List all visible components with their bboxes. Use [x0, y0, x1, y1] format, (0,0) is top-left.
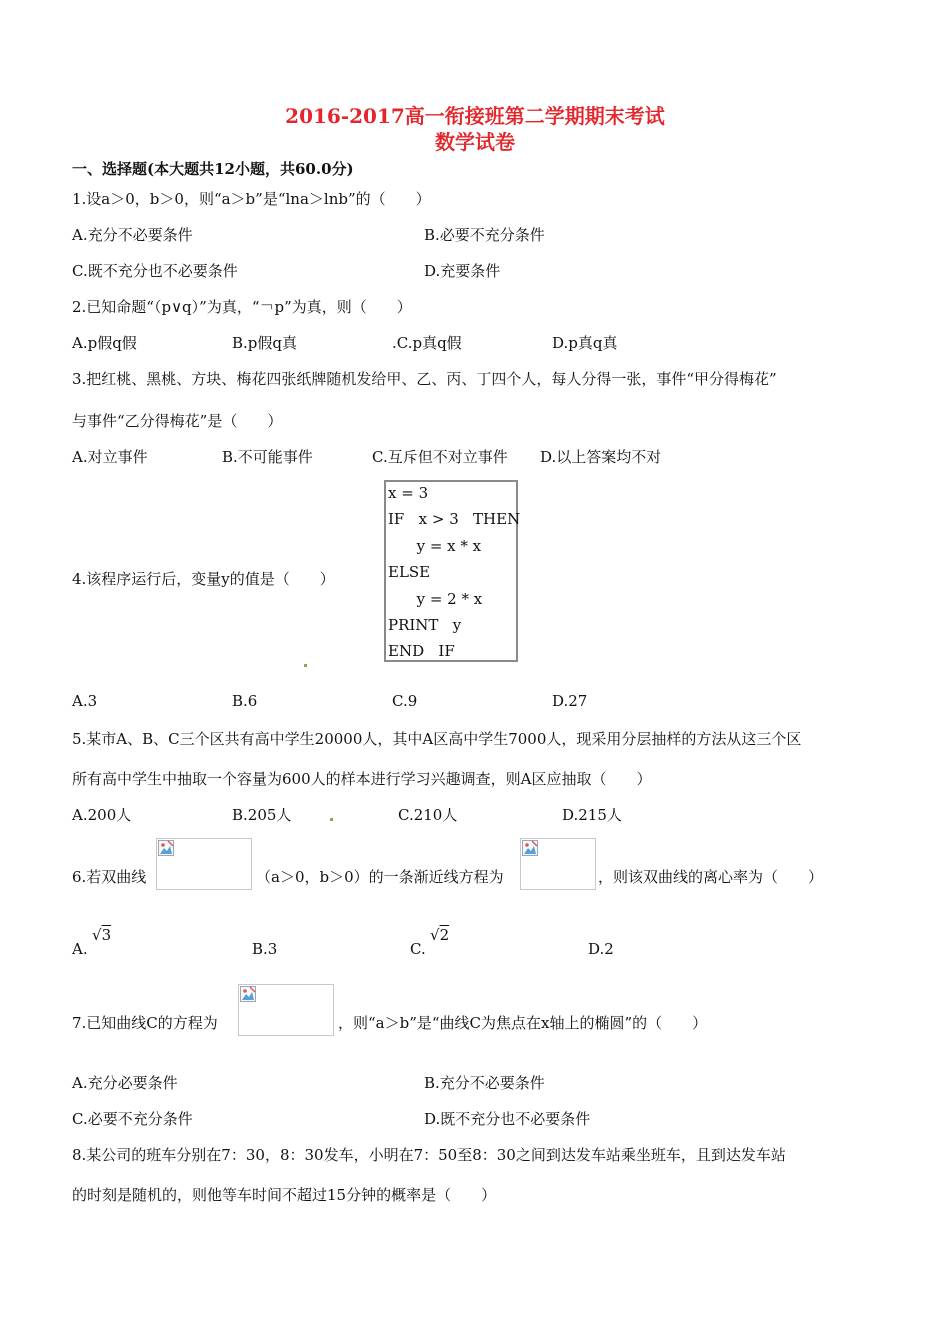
radicand: 3	[101, 926, 112, 944]
radicand: 2	[439, 926, 450, 944]
q6-option-a: A.	[72, 940, 88, 958]
q4-option-a: A.3	[72, 692, 98, 710]
q5-option-a: A.200人	[72, 806, 132, 824]
broken-image-icon	[158, 840, 174, 856]
q2-option-b: B.p假q真	[232, 334, 297, 352]
hyperbola-equation-image	[156, 838, 252, 890]
question-8-line1: 8.某公司的班车分别在7：30，8：30发车，小明在7：50至8：30之间到达发车站乘坐班车，且到达发车站	[72, 1146, 786, 1164]
q6-option-c: C.	[410, 940, 426, 958]
q7-option-b: B.充分不必要条件	[424, 1074, 545, 1092]
code-line: y = x * x	[388, 537, 482, 555]
question-5-line1: 5.某市A、B、C三个区共有高中学生20000人，其中A区高中学生7000人，现采用分层抽样的方法从这三个区	[72, 730, 802, 748]
question-4: 4.该程序运行后，变量y的值是（ ）	[72, 570, 335, 588]
code-line: y = 2 * x	[388, 590, 483, 608]
q3-option-c: C.互斥但不对立事件	[372, 448, 508, 466]
curve-equation-image	[238, 984, 334, 1036]
q1-option-a: A.充分不必要条件	[72, 226, 193, 244]
q7-option-a: A.充分必要条件	[72, 1074, 178, 1092]
code-line: ELSE	[388, 563, 431, 581]
broken-image-icon	[240, 986, 256, 1002]
q7-option-d: D.既不充分也不必要条件	[424, 1110, 591, 1128]
q7-option-c: C.必要不充分条件	[72, 1110, 193, 1128]
question-6-part2: （a＞0，b＞0）的一条渐近线方程为	[256, 868, 504, 886]
section-header: 一、选择题(本大题共12小题，共60.0分)	[72, 160, 354, 178]
q6-option-c-sqrt: √2	[430, 926, 450, 944]
question-7-part1: 7.已知曲线C的方程为	[72, 1014, 218, 1032]
question-6-part1: 6.若双曲线	[72, 868, 147, 886]
q4-option-c: C.9	[392, 692, 418, 710]
question-2: 2.已知命题“（p∨q）”为真，“￢p”为真，则（ ）	[72, 298, 412, 316]
q2-option-a: A.p假q假	[72, 334, 137, 352]
stray-dot	[330, 818, 333, 821]
exam-subtitle: 数学试卷	[435, 130, 515, 154]
question-3-line1: 3.把红桃、黑桃、方块、梅花四张纸牌随机发给甲、乙、丙、丁四个人，每人分得一张，事件“甲分得梅花”	[72, 370, 777, 388]
q1-option-d: D.充要条件	[424, 262, 501, 280]
q4-option-b: B.6	[232, 692, 258, 710]
q4-option-d: D.27	[552, 692, 588, 710]
code-line: IF x > 3 THEN	[388, 510, 521, 528]
code-line: END IF	[388, 642, 455, 660]
q5-option-b: B.205人	[232, 806, 292, 824]
q2-option-c: .C.p真q假	[392, 334, 462, 352]
q2-option-d: D.p真q真	[552, 334, 618, 352]
q6-option-d: D.2	[588, 940, 614, 958]
q6-option-a-sqrt: √3	[92, 926, 112, 944]
code-line: x = 3	[388, 484, 429, 502]
program-code-box	[384, 480, 521, 662]
q5-option-c: C.210人	[398, 806, 458, 824]
question-3-line2: 与事件“乙分得梅花”是（ ）	[72, 412, 283, 430]
question-1: 1.设a＞0，b＞0，则“a＞b”是“lna＞lnb”的（ ）	[72, 190, 431, 208]
question-8-line2: 的时刻是随机的，则他等车时间不超过15分钟的概率是（ ）	[72, 1186, 497, 1204]
broken-image-icon	[522, 840, 538, 856]
question-6-part3: ，则该双曲线的离心率为（ ）	[598, 868, 824, 886]
q3-option-a: A.对立事件	[72, 448, 148, 466]
q5-option-d: D.215人	[562, 806, 622, 824]
question-5-line2: 所有高中学生中抽取一个容量为600人的样本进行学习兴趣调查，则A区应抽取（ ）	[72, 770, 652, 788]
code-line: PRINT y	[388, 616, 462, 634]
stray-dot	[304, 664, 307, 667]
exam-title: 2016-2017高一衔接班第二学期期末考试	[285, 104, 665, 128]
q1-option-c: C.既不充分也不必要条件	[72, 262, 238, 280]
q1-option-b: B.必要不充分条件	[424, 226, 545, 244]
q6-option-b: B.3	[252, 940, 278, 958]
question-7-part2: ，则“a＞b”是“曲线C为焦点在x轴上的椭圆”的（ ）	[338, 1014, 708, 1032]
q3-option-d: D.以上答案均不对	[540, 448, 662, 466]
q3-option-b: B.不可能事件	[222, 448, 313, 466]
asymptote-equation-image	[520, 838, 596, 890]
